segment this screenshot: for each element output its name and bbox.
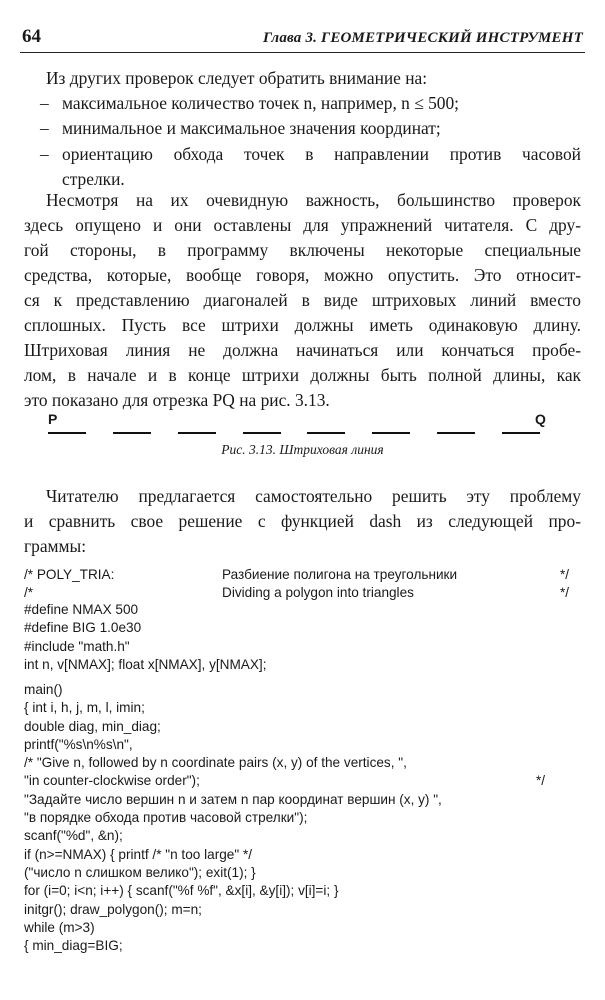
body-paragraph-1: [24, 188, 581, 413]
bullet-marker: –: [40, 118, 49, 138]
bullet-text-continued: стрелки.: [62, 169, 125, 189]
paragraph-line: здесь опущено и они оставлены для упражнений читателя. С дру-: [24, 215, 581, 235]
paragraph-line: граммы:: [24, 536, 87, 556]
code-comment-russian: Разбиение полигона на треугольники: [222, 567, 458, 582]
paragraph-line: и сравнить свое решение с функцией dash из следующей про-: [24, 511, 581, 531]
page-number: 64: [22, 26, 41, 47]
bullet-text: минимальное и максимальное значения координат;: [62, 118, 441, 138]
code-line: initgr(); draw_polygon(); m=n;: [24, 901, 202, 917]
paragraph-line: сплошных. Пусть все штрихи должны иметь одинаковую длину.: [24, 315, 581, 335]
code-line: printf("%s\n%s\n",: [24, 736, 133, 752]
dash-segment: [48, 432, 86, 434]
figure-caption: Рис. 3.13. Штриховая линия: [221, 442, 384, 457]
list-item: [0, 142, 605, 192]
dash-segment: [372, 432, 410, 434]
code-line: #define NMAX 500: [24, 602, 139, 617]
code-comment-open: /*: [24, 585, 34, 601]
list-item: [0, 116, 605, 141]
paragraph-line: Читателю предлагается самостоятельно решить эту проблему: [46, 486, 581, 506]
dash-segment: [437, 432, 475, 434]
code-comment-close: */: [536, 773, 546, 788]
paragraph-line: ся к представлению диагоналей в виде штриховых линий вместо: [24, 290, 581, 310]
bullet-marker: –: [40, 144, 49, 164]
paragraph-line: гой стороны, в программу включены некоторые специальные: [24, 240, 581, 260]
bullet-text: ориентацию обхода точек в направлении против часовой: [62, 144, 581, 164]
list-item: [0, 91, 605, 116]
paragraph-line: лом, в начале и в конце штрихи должны быть полной длины, как: [24, 365, 581, 385]
dash-segment: [502, 432, 540, 434]
body-paragraph-2: [24, 484, 581, 559]
code-line: for (i=0; i<n; i++) { scanf("%f %f", &x[i], &y[i]); v[i]=i; }: [24, 883, 339, 899]
header-divider: [20, 52, 585, 53]
code-line: ("число n слишком велико"); exit(1); }: [24, 864, 256, 880]
code-line: scanf("%d", &n);: [24, 828, 123, 844]
code-line: #include "math.h": [24, 638, 130, 654]
code-block-defines: [24, 601, 266, 674]
code-comment-close: */: [560, 585, 570, 601]
code-comment-open: /* POLY_TRIA:: [24, 567, 115, 582]
code-block-main: [24, 681, 442, 955]
code-line: double diag, min_diag;: [24, 718, 161, 734]
dash-segment: [113, 432, 151, 434]
point-label-p: P: [48, 411, 58, 427]
code-line: "в порядке обхода против часовой стрелки");: [24, 810, 308, 826]
paragraph-line: Штриховая линия не должна начинаться или кончаться пробе-: [24, 340, 581, 360]
code-line: if (n>=NMAX) { printf /* "n too large" */: [24, 846, 253, 862]
paragraph-line: это показано для отрезка PQ на рис. 3.13.: [24, 390, 330, 410]
code-line: int n, v[NMAX]; float x[NMAX], y[NMAX];: [24, 656, 267, 672]
code-comment-english: Dividing a polygon into triangles: [222, 585, 414, 601]
code-line: /* "Give n, followed by n coordinate pairs (x, y) of the vertices, ",: [24, 755, 407, 771]
code-header: [24, 566, 584, 602]
point-label-q: Q: [535, 411, 546, 427]
code-line: { int i, h, j, m, l, imin;: [24, 700, 145, 716]
code-line: while (m>3): [24, 919, 95, 935]
dash-segment: [307, 432, 345, 434]
code-line: "in counter-clockwise order");: [24, 773, 200, 789]
dash-segment: [243, 432, 281, 434]
chapter-title: Глава 3. ГЕОМЕТРИЧЕСКИЙ ИНСТРУМЕНТ: [262, 30, 583, 46]
code-line: { min_diag=BIG;: [24, 938, 123, 954]
intro-sentence: Из других проверок следует обратить внимание на:: [46, 68, 428, 88]
bullet-marker: –: [40, 93, 49, 113]
code-line: "Задайте число вершин n и затем n пар координат вершин (x, y) ",: [24, 791, 442, 807]
code-comment-close: */: [560, 567, 570, 582]
bullet-text: максимальное количество точек n, например, n ≤ 500;: [62, 93, 460, 113]
dash-segment: [178, 432, 216, 434]
paragraph-line: средства, которые, вообще говоря, можно опустить. Это относит-: [24, 265, 581, 285]
code-line: main(): [24, 682, 63, 697]
paragraph-line: Несмотря на их очевидную важность, большинство проверок: [46, 190, 581, 210]
code-line: #define BIG 1.0e30: [24, 620, 142, 636]
